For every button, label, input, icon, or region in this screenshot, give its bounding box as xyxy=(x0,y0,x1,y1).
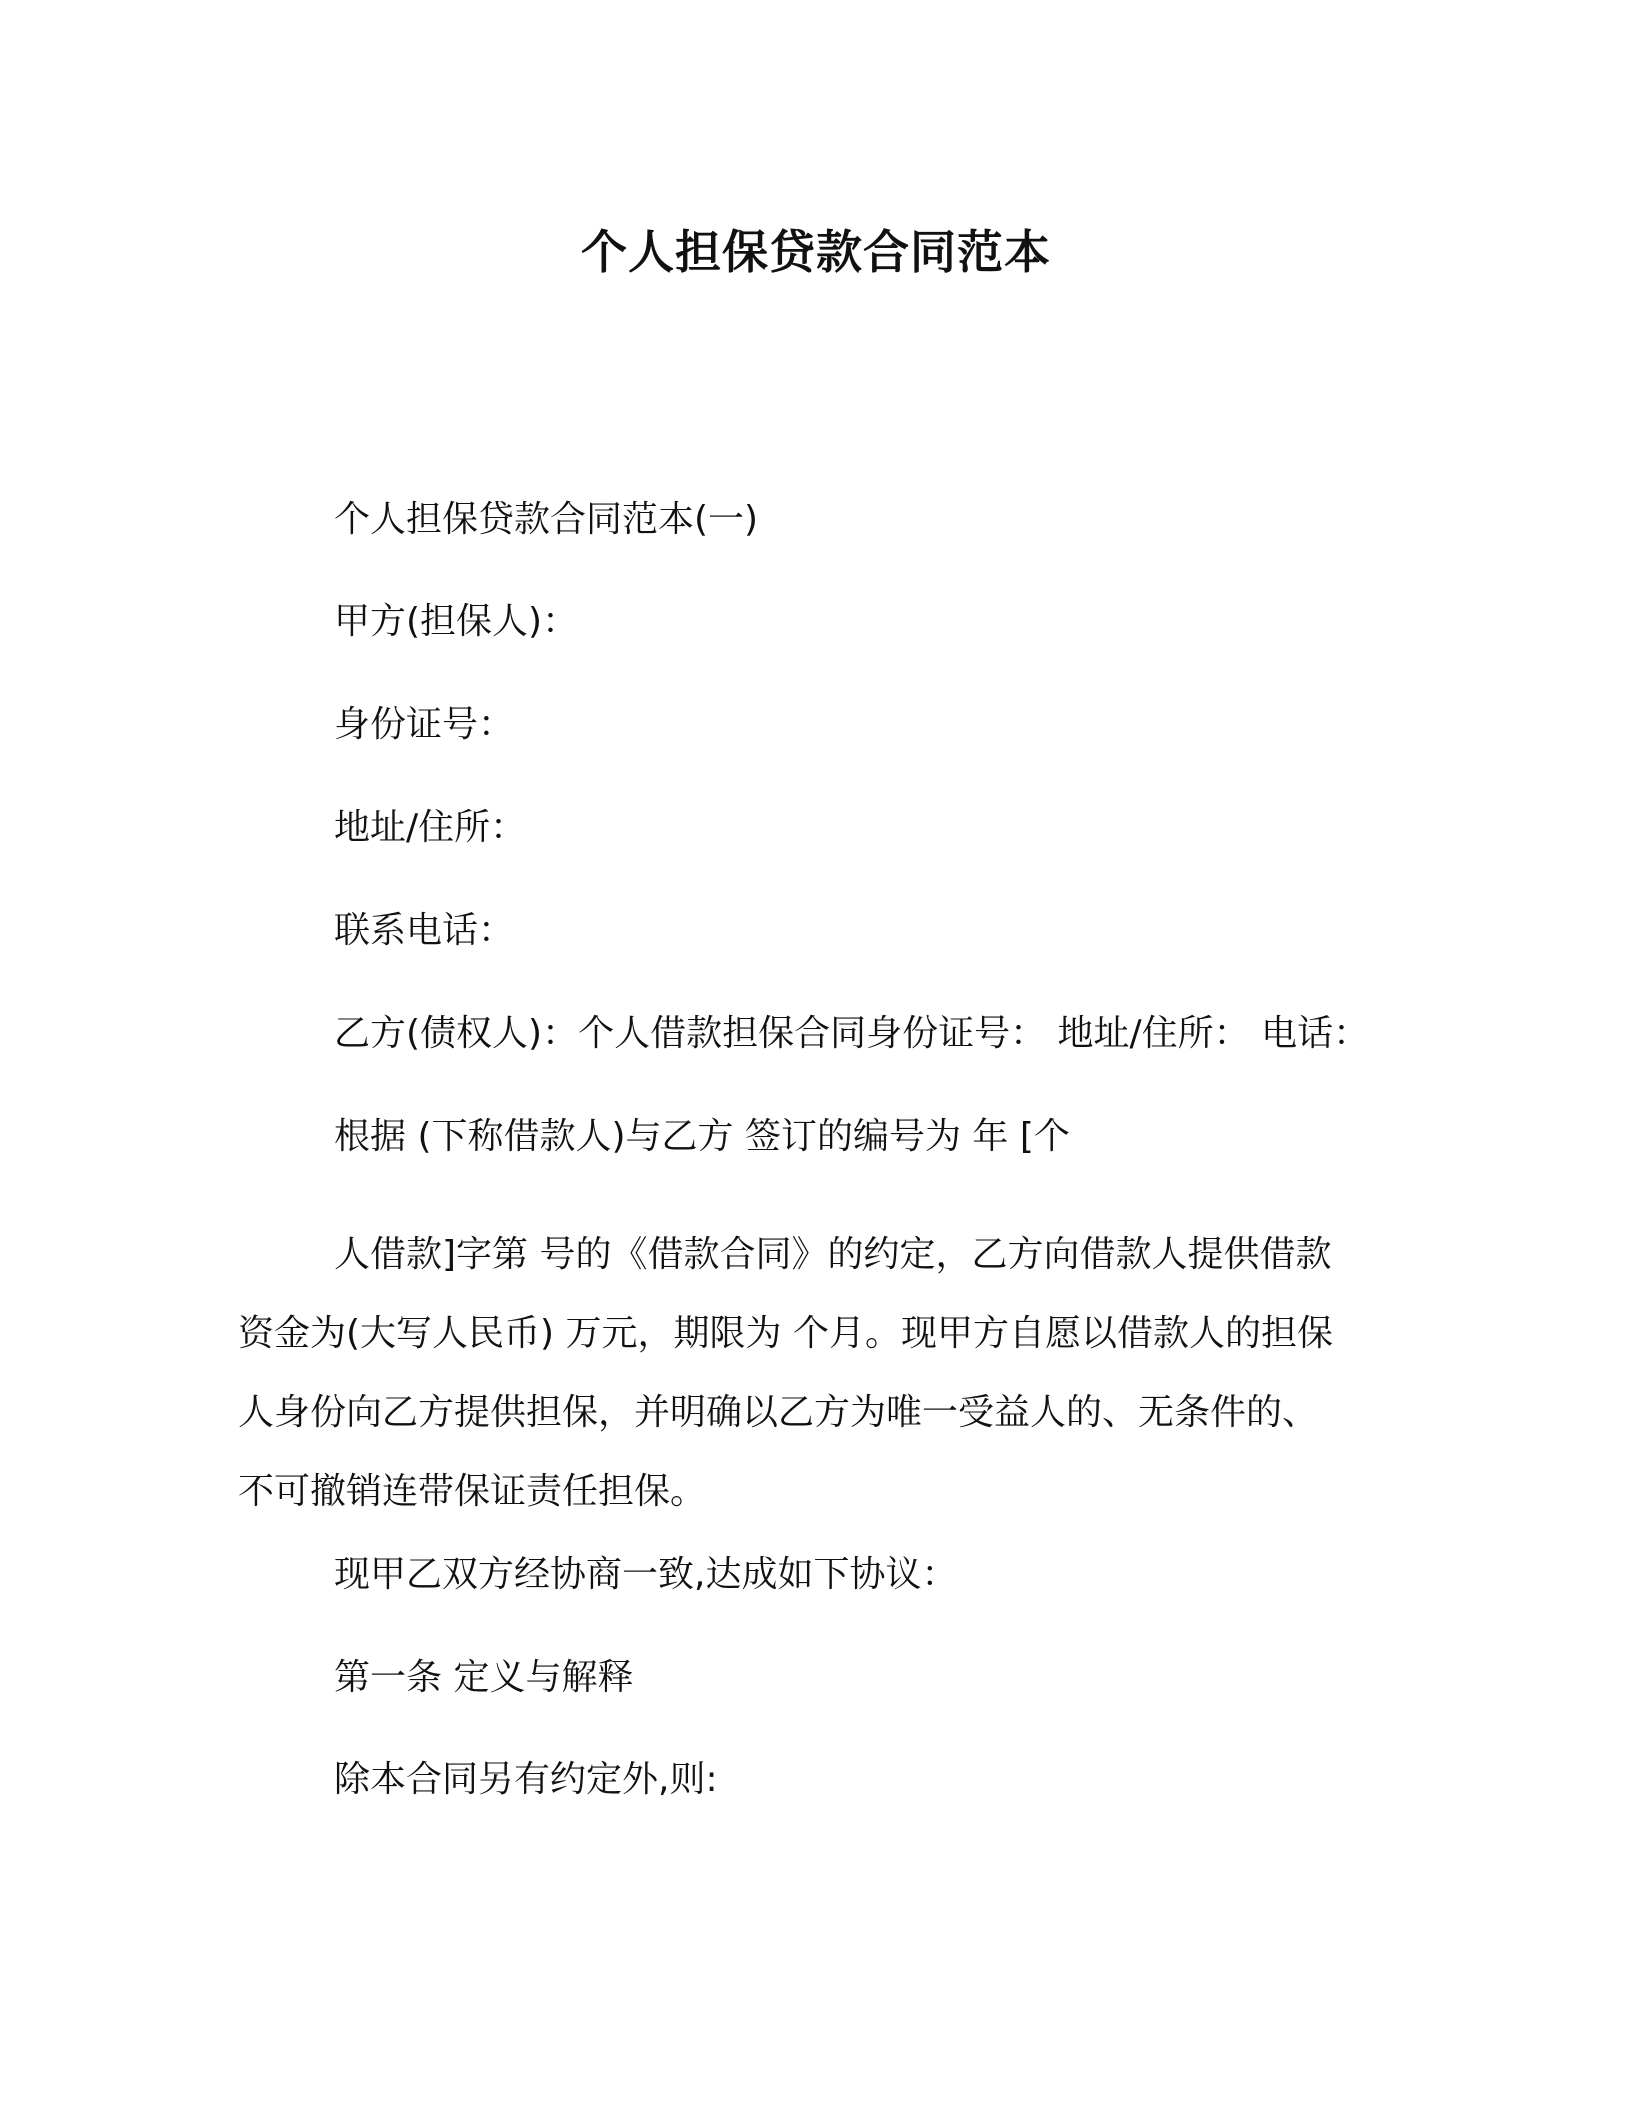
paragraph-line: 资金为(大写人民币) 万元，期限为 个月。现甲方自愿以借款人的担保 xyxy=(238,1313,1333,1354)
paragraph-line: 不可撤销连带保证责任担保。 xyxy=(238,1471,707,1512)
contract-subtitle: 个人担保贷款合同范本(一) xyxy=(334,499,759,540)
paragraph-line: 人借款]字第 号的《借款合同》的约定，乙方向借款人提供借款 xyxy=(334,1234,1332,1275)
agreement-intro-line: 现甲乙双方经协商一致,达成如下协议： xyxy=(334,1554,958,1595)
document-title: 个人担保贷款合同范本 xyxy=(581,225,1051,279)
basis-line: 根据 (下称借款人)与乙方 签订的编号为 年 [个 xyxy=(334,1116,1070,1157)
guarantee-paragraph xyxy=(238,1215,1378,1531)
party-a-line: 甲方(担保人)： xyxy=(334,601,579,642)
paragraph-line: 人身份向乙方提供担保，并明确以乙方为唯一受益人的、无条件的、 xyxy=(238,1392,1319,1433)
party-b-line: 乙方(债权人)：个人借款担保合同身份证号： 地址/住所： 电话： xyxy=(334,1013,1370,1054)
article-one-heading: 第一条 定义与解释 xyxy=(334,1657,634,1698)
phone-line: 联系电话： xyxy=(334,910,515,951)
id-number-line: 身份证号： xyxy=(334,704,515,745)
address-line: 地址/住所： xyxy=(334,807,527,848)
article-one-intro: 除本合同另有约定外,则: xyxy=(334,1759,718,1800)
